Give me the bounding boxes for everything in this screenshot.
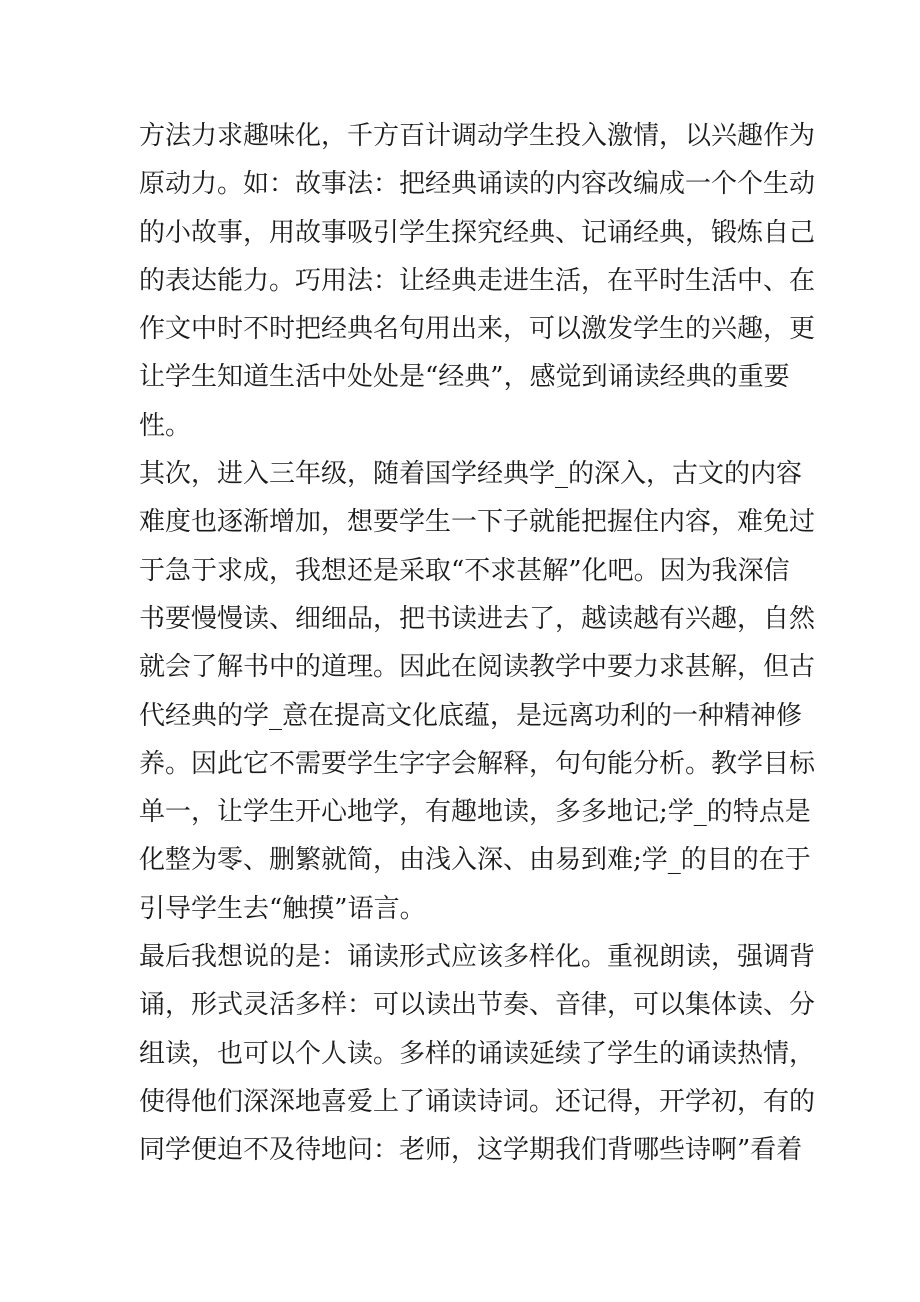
text-line: 最后我想说的是：诵读形式应该多样化。重视朗读，强调背 xyxy=(139,942,816,973)
text-line: 的表达能力。巧用法：让经典走进生活，在平时生活中、在 xyxy=(139,265,816,296)
text-line: 就会了解书中的道理。因此在阅读教学中要力求甚解，但古 xyxy=(139,652,816,683)
text-line: 其次，进入三年级，随着国学经典学_的深入，古文的内容 xyxy=(139,459,803,490)
body-text xyxy=(139,112,816,1175)
text-line: 组读，也可以个人读。多样的诵读延续了学生的诵读热情， xyxy=(139,1038,816,1069)
text-line: 作文中时不时把经典名句用出来，可以激发学生的兴趣，更 xyxy=(139,314,816,345)
text-line: 化整为零、删繁就简，由浅入深、由易到难;学_的目的在于 xyxy=(139,845,811,876)
text-line: 代经典的学_意在提高文化底蕴，是远离功利的一种精神修 xyxy=(139,700,803,731)
text-line: 让学生知道生活中处处是“经典”，感觉到诵读经典的重要 xyxy=(139,362,790,393)
text-line: 的小故事，用故事吸引学生探究经典、记诵经典，锻炼自己 xyxy=(139,217,816,248)
text-line: 方法力求趣味化，千方百计调动学生投入激情，以兴趣作为 xyxy=(139,121,816,151)
text-line: 性。 xyxy=(139,410,192,441)
text-line: 诵，形式灵活多样：可以读出节奏、音律，可以集体读、分 xyxy=(139,990,816,1021)
text-line: 使得他们深深地喜爱上了诵读诗词。还记得，开学初，有的 xyxy=(139,1086,816,1117)
text-line: 单一，让学生开心地学，有趣地读，多多地记;学_的特点是 xyxy=(139,797,811,828)
text-line: 原动力。如：故事法：把经典诵读的内容改编成一个个生动 xyxy=(139,169,816,200)
text-line: 于急于求成，我想还是采取“不求甚解”化吧。因为我深信 xyxy=(139,555,790,586)
text-line: 引导学生去“触摸”语言。 xyxy=(139,893,426,924)
text-line: 书要慢慢读、细细品，把书读进去了，越读越有兴趣，自然 xyxy=(139,603,816,634)
text-line: 同学便迫不及待地问：老师，这学期我们背哪些诗啊”看着 xyxy=(139,1135,803,1166)
text-line: 养。因此它不需要学生字字会解释，句句能分析。教学目标 xyxy=(139,748,816,779)
text-line: 难度也逐渐增加，想要学生一下子就能把握住内容，难免过 xyxy=(139,507,816,538)
